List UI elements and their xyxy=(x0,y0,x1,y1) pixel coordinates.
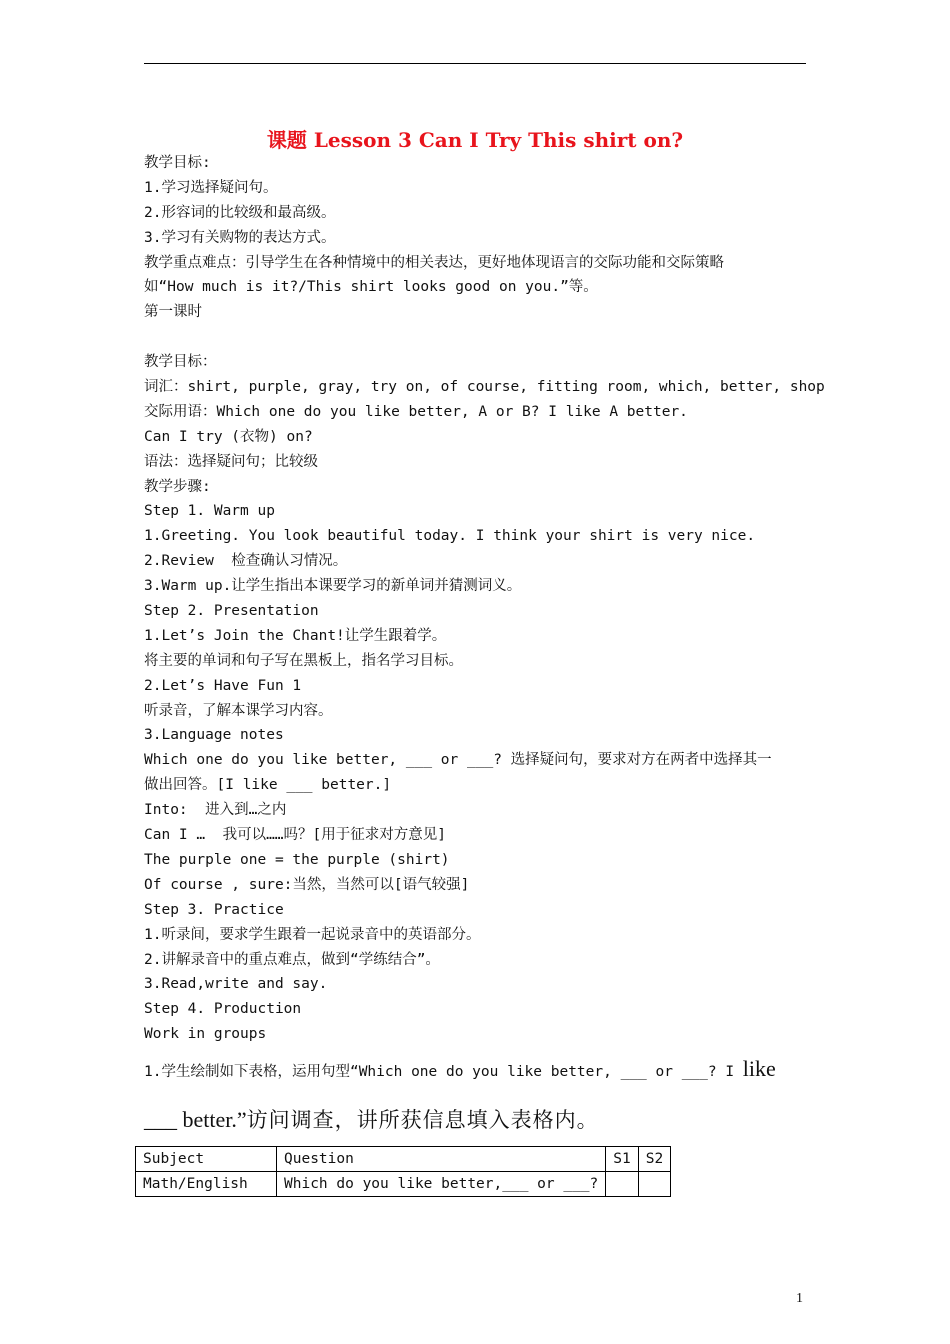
text-line: Step 4. Production xyxy=(144,1001,302,1018)
page-number: 1 xyxy=(796,1291,803,1306)
text-line: 3.Read,write and say. xyxy=(144,976,328,993)
text-line: Into: 进入到…之内 xyxy=(144,802,287,819)
table-header-cell: S1 xyxy=(606,1147,638,1172)
text-line: Work in groups xyxy=(144,1026,267,1043)
text-line: 2.讲解录音中的重点难点，做到“学练结合”。 xyxy=(144,951,440,968)
text-line: 交际用语：Which one do you like better, A or B? I like A better. xyxy=(144,403,688,420)
table-header-cell: Question xyxy=(277,1147,606,1172)
text-line: 做出回答。[I like ___ better.] xyxy=(144,777,392,794)
activity-instruction xyxy=(144,1056,808,1082)
text-line: 听录音，了解本课学习内容。 xyxy=(144,702,333,719)
activity-instruction-continued xyxy=(144,1104,808,1134)
header-rule xyxy=(144,63,806,64)
text-line: 1.听录间，要求学生跟着一起说录音中的英语部分。 xyxy=(144,926,481,943)
text-line: Which one do you like better, ___ or ___? 选择疑问句，要求对方在两者中选择其一 xyxy=(144,752,772,769)
activity-text-large-2: ___ better.” xyxy=(144,1107,247,1132)
text-line: 1.Greeting. You look beautiful today. I think your shirt is very nice. xyxy=(144,528,756,545)
text-line: Step 3. Practice xyxy=(144,901,284,918)
text-line: 1.Let’s Join the Chant!让学生跟着学。 xyxy=(144,627,447,644)
text-line: 2.Let’s Have Fun 1 xyxy=(144,677,302,694)
table-cell xyxy=(638,1172,670,1197)
table-row xyxy=(136,1172,671,1197)
text-line: 教学步骤: xyxy=(144,478,211,495)
text-line: 3.学习有关购物的表达方式。 xyxy=(144,229,336,246)
table-cell: Math/English xyxy=(136,1172,277,1197)
text-line: Can I … 我可以……吗？[用于征求对方意见] xyxy=(144,827,446,844)
survey-table xyxy=(135,1146,671,1197)
blank-line xyxy=(144,325,808,350)
text-line: The purple one = the purple (shirt) xyxy=(144,851,450,868)
text-line: 2.形容词的比较级和最高级。 xyxy=(144,204,336,221)
activity-text: 1.学生绘制如下表格，运用句型“Which one do you like better, ___ or ___? I xyxy=(144,1064,743,1080)
text-line: Of course , sure:当然，当然可以[语气较强] xyxy=(144,876,470,893)
text-line: 1.学习选择疑问句。 xyxy=(144,179,278,196)
text-line: 如“How much is it?/This shirt looks good on you.”等。 xyxy=(144,279,598,296)
table-header-row xyxy=(136,1147,671,1172)
activity-text-large: like xyxy=(742,1056,776,1081)
text-line: 3.Language notes xyxy=(144,727,284,744)
text-line: 词汇：shirt, purple, gray, try on, of course, fitting room, which, better, shop xyxy=(144,379,825,396)
text-line: Can I try (衣物) on? xyxy=(144,428,313,445)
text-line: 2.Review 检查确认习情况。 xyxy=(144,553,348,570)
text-line: 教学重点难点：引导学生在各种情境中的相关表达，更好地体现语言的交际功能和交际策略 xyxy=(144,254,724,271)
table-cell xyxy=(606,1172,638,1197)
text-line: 第一课时 xyxy=(144,304,202,321)
text-line: Step 2. Presentation xyxy=(144,603,319,620)
table-header-cell: Subject xyxy=(136,1147,277,1172)
text-line: Step 1. Warm up xyxy=(144,503,275,520)
table-header-cell: S2 xyxy=(638,1147,670,1172)
text-line: 将主要的单词和句子写在黑板上，指名学习目标。 xyxy=(144,652,463,669)
text-line: 3.Warm up.让学生指出本课要学习的新单词并猜测词义。 xyxy=(144,578,522,595)
page-title: 课题 Lesson 3 Can I Try This shirt on? xyxy=(266,128,684,152)
text-line: 教学目标: xyxy=(144,155,211,171)
lesson-body xyxy=(144,151,825,1047)
activity-text-cn: 访问调查，讲所获信息填入表格内。 xyxy=(246,1108,599,1132)
text-line: 教学目标： xyxy=(144,354,217,371)
text-line: 语法：选择疑问句；比较级 xyxy=(144,453,318,470)
table-cell: Which do you like better,___ or ___? xyxy=(277,1172,606,1197)
